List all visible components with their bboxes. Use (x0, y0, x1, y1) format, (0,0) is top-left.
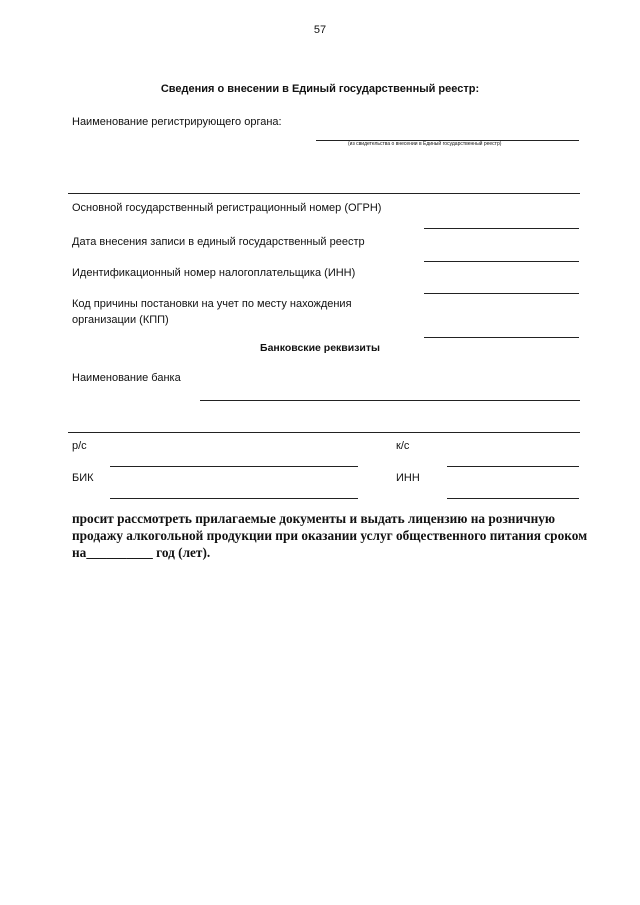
bik-line (110, 498, 358, 499)
bank-name-line (200, 400, 580, 401)
request-prefix: на (72, 545, 87, 560)
request-term-blank: __________ (86, 545, 153, 560)
bank-details-title: Банковские реквизиты (260, 342, 380, 354)
kpp-label-line2: организации (КПП) (72, 314, 169, 326)
bank-name-line-2 (68, 432, 580, 433)
registering-authority-label: Наименование регистрирующего органа: (72, 116, 282, 128)
ks-line (447, 466, 579, 467)
registering-authority-line-2 (68, 193, 580, 194)
request-line-1: просит рассмотреть прилагаемые документы и выдать лицензию на розничную (72, 511, 556, 526)
section-title: Сведения о внесении в Единый государственный реестр: (160, 83, 480, 95)
bank-inn-line (447, 498, 579, 499)
kpp-line (424, 337, 579, 338)
registration-date-line (424, 261, 579, 262)
ogrn-line (424, 228, 579, 229)
inn-line (424, 293, 579, 294)
registering-authority-note: (из свидетельства о внесении в Единый государственный реестр) (348, 141, 502, 147)
inn-label: Идентификационный номер налогоплательщика (ИНН) (72, 267, 356, 279)
page-number: 57 (313, 24, 327, 36)
ogrn-label: Основной государственный регистрационный номер (ОГРН) (72, 202, 382, 214)
ks-label: к/с (396, 440, 410, 452)
request-line-3 (72, 545, 210, 560)
registration-date-label: Дата внесения записи в единый государственный реестр (72, 236, 365, 248)
bank-name-label: Наименование банка (72, 372, 181, 384)
rs-label: р/с (72, 440, 87, 452)
bik-label: БИК (72, 472, 94, 484)
request-suffix: год (лет). (152, 545, 211, 560)
rs-line (110, 466, 358, 467)
request-line-2: продажу алкогольной продукции при оказании услуг общественного питания сроком (72, 528, 588, 543)
kpp-label-line1: Код причины постановки на учет по месту нахождения (72, 298, 352, 310)
bank-inn-label: ИНН (396, 472, 420, 484)
